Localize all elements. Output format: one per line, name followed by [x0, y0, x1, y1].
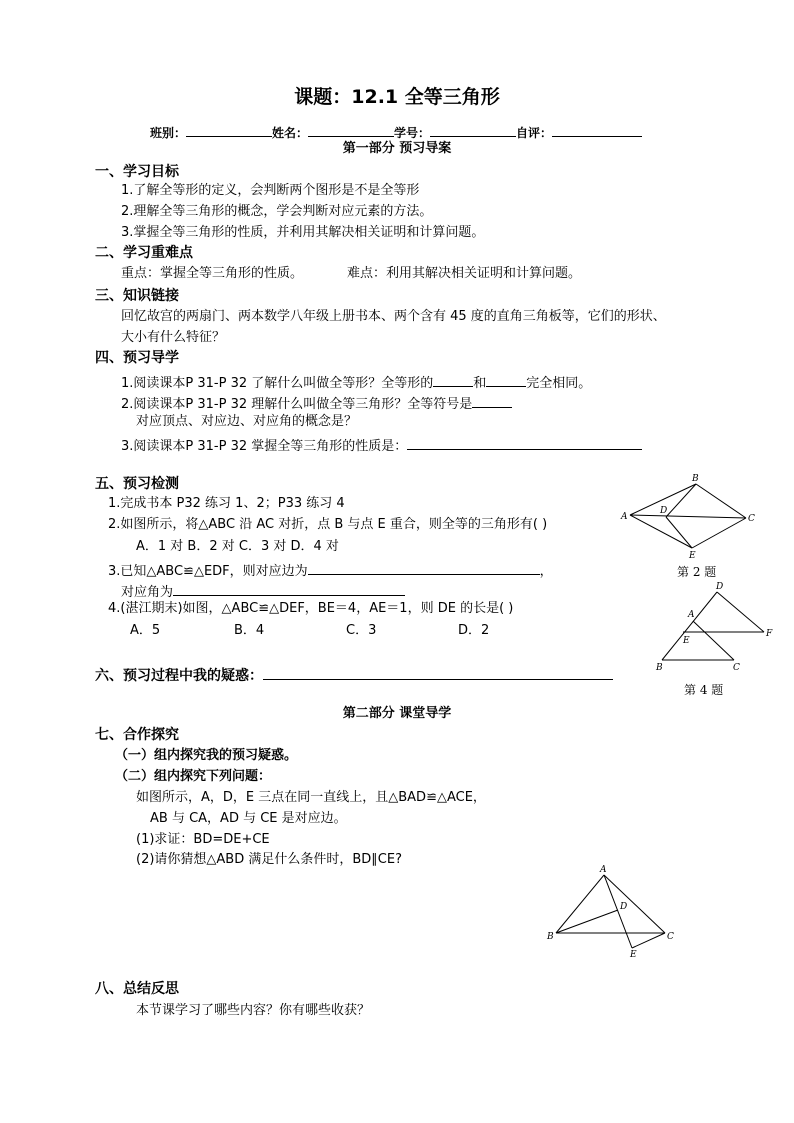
- knowledge-link-line1: 回忆故宫的两扇门、两本数学八年级上册书本、两个含有 45 度的直角三角板等，它们的形状、: [121, 309, 666, 324]
- check-question-3-angles: [121, 582, 405, 599]
- class-field[interactable]: [186, 123, 272, 137]
- guide-q2-text: 2.阅读课本P 31-P 32 理解什么叫做全等三角形？全等符号是: [121, 397, 473, 412]
- section6-heading: [95, 666, 613, 683]
- fig2-line-bc: [696, 484, 746, 518]
- self-eval-field[interactable]: [552, 123, 642, 137]
- fig2-line-bd: [666, 484, 696, 517]
- number-label: 学号：: [394, 126, 431, 140]
- section1-heading: 一、学习目标: [95, 164, 179, 180]
- section2-heading: 二、学习重难点: [95, 245, 193, 261]
- section6-heading-text: 六、预习过程中我的疑惑：: [95, 668, 263, 684]
- fig7-label-d: D: [620, 902, 628, 912]
- check-question-2-options: A．1 对 B．2 对 C．3 对 D．4 对: [136, 539, 339, 554]
- section8-heading: 八、总结反思: [95, 981, 179, 997]
- explore-subheading-2: （二）组内探究下列问题：: [115, 769, 272, 784]
- fig2-label-b: B: [692, 474, 699, 484]
- explore-question-2: (2)请你猜想△ABD 满足什么条件时，BD∥CE?: [136, 852, 402, 867]
- guide-question-2-sub: 对应顶点、对应边、对应角的概念是？: [136, 414, 358, 429]
- fig7-line-ec: [632, 933, 665, 948]
- fig4-label-f: F: [766, 629, 773, 639]
- guide-q1-blank-2[interactable]: [486, 373, 526, 387]
- fig2-label-e: E: [689, 551, 696, 561]
- fig4-label-b: B: [656, 663, 663, 673]
- section4-heading: 四、预习导学: [95, 350, 179, 366]
- guide-question-1: [121, 373, 591, 390]
- fig7-label-c: C: [667, 932, 674, 942]
- fig2-line-ac: [630, 515, 746, 518]
- fig2-label-a: A: [621, 512, 628, 522]
- check-question-3: [108, 561, 553, 578]
- fig7-label-e: E: [630, 950, 637, 960]
- check-question-4: 4.(湛江期末)如图，△ABC≌△DEF，BE＝4，AE＝1，则 DE 的长是( ): [108, 601, 514, 616]
- explore-problem-line2: AB 与 CA，AD 与 CE 是对应边。: [150, 811, 347, 826]
- fig7-label-a: A: [600, 865, 607, 875]
- section3-heading: 三、知识链接: [95, 288, 179, 304]
- guide-q2-blank[interactable]: [472, 394, 512, 408]
- part2-title: 第二部分 课堂导学: [342, 706, 452, 721]
- guide-q1-and: 和: [473, 376, 487, 391]
- fig4-line-df: [717, 592, 764, 632]
- section7-heading: 七、合作探究: [95, 727, 179, 743]
- fig2-label-d: D: [660, 506, 668, 516]
- check-q3-blank-angles[interactable]: [173, 582, 405, 596]
- fig4-label-d: D: [716, 582, 724, 592]
- guide-q3-blank[interactable]: [407, 436, 642, 450]
- figure-question-2: [615, 468, 765, 562]
- check-q3-text: 3.已知△ABC≌△EDF，则对应边为: [108, 564, 308, 579]
- check-question-1: 1.完成书本 P32 练习 1、2；P33 练习 4: [108, 496, 345, 511]
- fig2-line-ae: [630, 515, 692, 548]
- fig4-line-ac: [693, 621, 734, 660]
- key-point: 重点：掌握全等三角形的性质。: [121, 266, 304, 281]
- check-q4-option-d: D．2: [458, 623, 490, 638]
- section5-heading: 五、预习检测: [95, 476, 179, 492]
- fig2-line-ec: [692, 518, 746, 548]
- fig7-line-ac: [604, 875, 665, 933]
- objective-item-1: 1.了解全等形的定义，会判断两个图形是不是全等形: [121, 183, 420, 198]
- figure-section-7: [540, 862, 680, 962]
- guide-question-3: [121, 436, 642, 453]
- fig7-label-b: B: [547, 932, 554, 942]
- fig7-line-ae: [604, 875, 632, 948]
- class-label: 班别：: [150, 126, 187, 140]
- summary-prompt: 本节课学习了哪些内容？你有哪些收获？: [136, 1003, 371, 1018]
- check-q4-option-b: B．4: [234, 623, 265, 638]
- fig4-label-e: E: [683, 636, 690, 646]
- part1-title: 第一部分 预习导案: [342, 141, 452, 156]
- self-eval-label: 自评：: [516, 126, 553, 140]
- guide-question-2: [121, 394, 512, 411]
- check-q3-blank-sides[interactable]: [308, 561, 540, 575]
- number-field[interactable]: [430, 123, 516, 137]
- explore-problem-line1: 如图所示，A，D，E 三点在同一直线上，且△BAD≌△ACE，: [136, 790, 486, 805]
- student-info-line: [150, 123, 642, 139]
- guide-q1-end: 完全相同。: [526, 376, 592, 391]
- objective-item-3: 3.掌握全等三角形的性质，并利用其解决相关证明和计算问题。: [121, 225, 485, 240]
- guide-q1-blank-1[interactable]: [433, 373, 473, 387]
- explore-question-1: (1)求证：BD=DE+CE: [136, 832, 270, 847]
- figure-2-caption: 第 2 题: [677, 565, 717, 579]
- knowledge-link-line2: 大小有什么特征？: [121, 330, 226, 345]
- doubts-field[interactable]: [263, 666, 613, 680]
- guide-q1-text: 1.阅读课本P 31-P 32 了解什么叫做全等形？全等形的: [121, 376, 434, 391]
- objective-item-2: 2.理解全等三角形的概念，学会判断对应元素的方法。: [121, 204, 433, 219]
- explore-subheading-1: （一）组内探究我的预习疑惑。: [115, 748, 298, 763]
- guide-q3-text: 3.阅读课本P 31-P 32 掌握全等三角形的性质是：: [121, 439, 408, 454]
- check-question-2: 2.如图所示，将△ABC 沿 AC 对折，点 B 与点 E 重合，则全等的三角形有( ): [108, 517, 548, 532]
- name-field[interactable]: [308, 123, 394, 137]
- fig4-label-c: C: [733, 663, 740, 673]
- figure-question-4: [650, 578, 775, 674]
- fig4-line-bd: [662, 592, 717, 660]
- check-q3-angle-text: 对应角为: [121, 585, 174, 600]
- difficult-point: 难点：利用其解决相关证明和计算问题。: [347, 266, 582, 281]
- check-q3-comma: ，: [539, 564, 553, 579]
- name-label: 姓名：: [272, 126, 309, 140]
- check-q4-option-c: C．3: [346, 623, 377, 638]
- fig2-line-de: [666, 517, 692, 548]
- fig2-label-c: C: [748, 514, 755, 524]
- figure-4-caption: 第 4 题: [684, 683, 724, 697]
- check-q4-option-a: A．5: [130, 623, 161, 638]
- page-title: 课题：12.1 全等三角形: [294, 86, 500, 108]
- fig4-label-a: A: [688, 610, 695, 620]
